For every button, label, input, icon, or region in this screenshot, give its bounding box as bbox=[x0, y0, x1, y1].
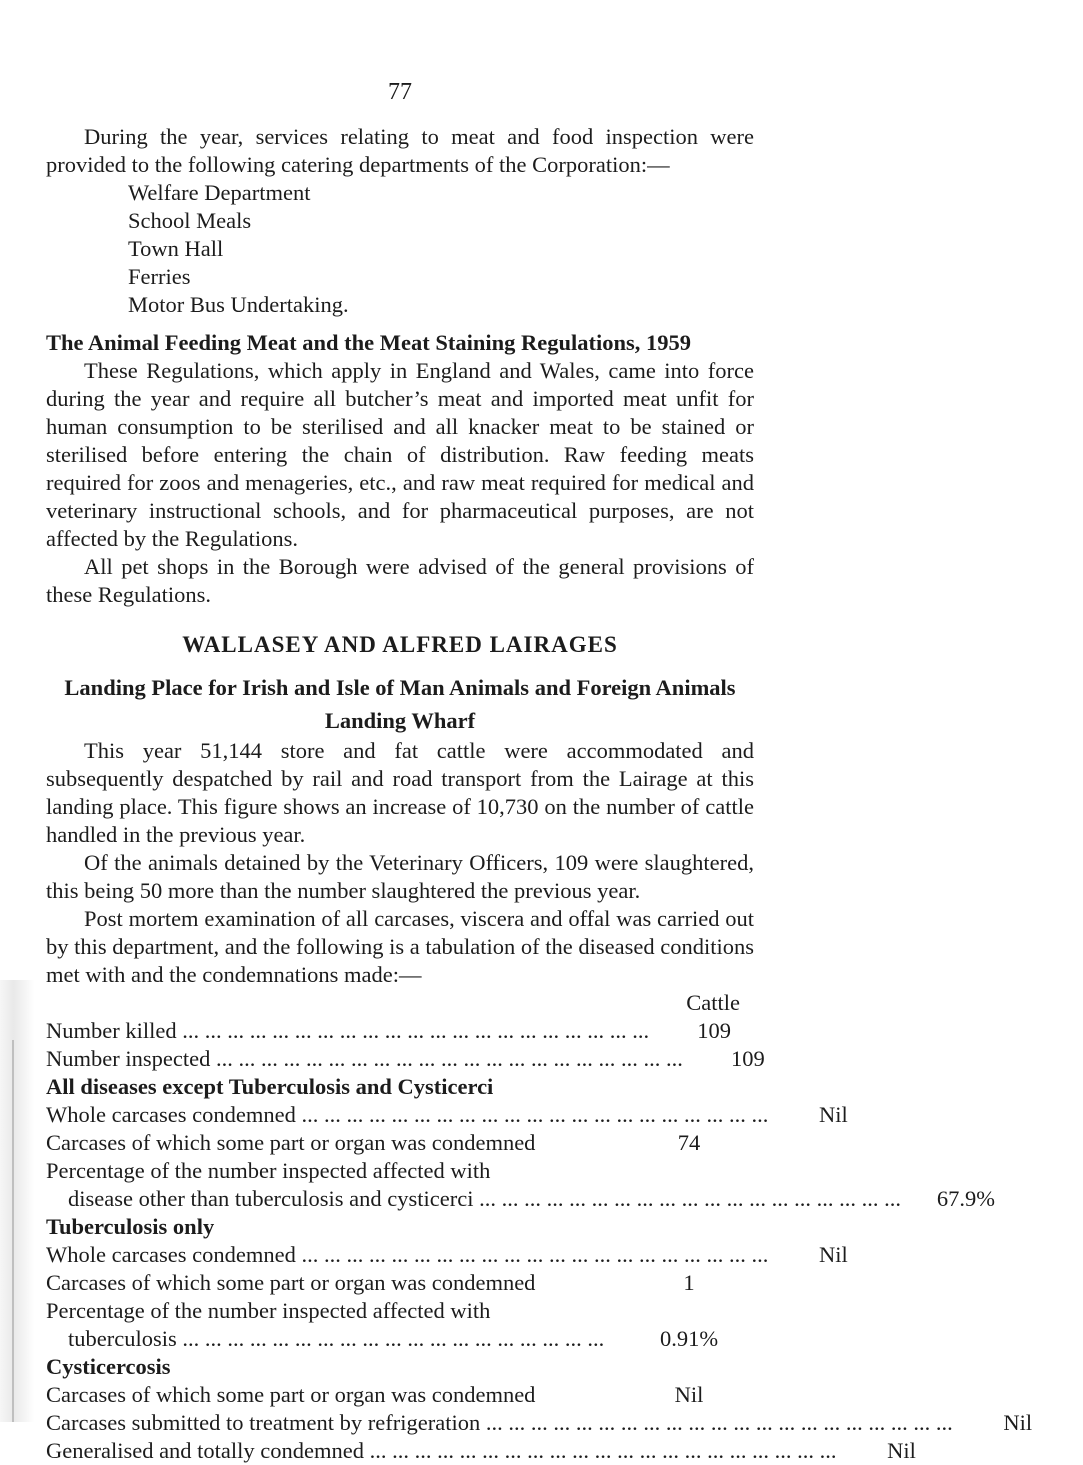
row-label: Carcases of which some part or organ was condemned bbox=[46, 1382, 536, 1407]
row-value: 109 bbox=[697, 1018, 731, 1043]
table-section-heading bbox=[46, 1213, 754, 1241]
section-heading-tuberculosis: Tuberculosis only bbox=[46, 1214, 215, 1239]
row-label-line2: tuberculosis ... . bbox=[46, 1325, 624, 1353]
binding-edge bbox=[12, 1040, 14, 1422]
department-item: Ferries bbox=[128, 264, 191, 289]
table-row bbox=[46, 1381, 754, 1409]
table-row bbox=[46, 1101, 848, 1129]
regulations-heading: The Animal Feeding Meat and the Meat Staining Regulations, 1959 bbox=[46, 330, 692, 355]
row-label: Number killed ... . bbox=[46, 1017, 649, 1045]
condemnation-table bbox=[46, 989, 1033, 1465]
department-item: School Meals bbox=[128, 208, 252, 233]
row-value: Nil bbox=[818, 1242, 848, 1267]
row-value: Nil bbox=[1003, 1410, 1033, 1435]
row-label: Carcases of which some part or organ was condemned bbox=[46, 1270, 536, 1295]
table-row bbox=[46, 1297, 754, 1353]
page-body bbox=[46, 123, 1033, 1465]
lairages-heading: WALLASEY AND ALFRED LAIRAGES bbox=[182, 632, 618, 657]
table-row bbox=[46, 1269, 754, 1297]
table-row bbox=[46, 1437, 916, 1465]
row-value: 1 bbox=[683, 1270, 695, 1295]
department-item: Motor Bus Undertaking. bbox=[128, 292, 349, 317]
lairages-paragraph-2: Of the animals detained by the Veterinary Officers, 109 were slaughtered, this being 50 more than the number slaughtered the previous year. bbox=[46, 850, 754, 903]
department-item: Welfare Department bbox=[128, 180, 311, 205]
row-value: Nil bbox=[818, 1102, 848, 1127]
section-heading-cysticercosis: Cysticercosis bbox=[46, 1354, 171, 1379]
row-label: Whole carcases condemned ... . bbox=[46, 1101, 768, 1129]
document-page bbox=[30, 0, 1033, 1463]
table-column-header: Cattle bbox=[686, 990, 740, 1015]
table-row bbox=[46, 1129, 754, 1157]
department-item: Town Hall bbox=[128, 236, 224, 261]
row-label: Generalised and totally condemned ... . bbox=[46, 1437, 837, 1465]
row-label: Whole carcases condemned ... . bbox=[46, 1241, 768, 1269]
row-value: 67.9% bbox=[936, 1186, 996, 1211]
table-section-heading bbox=[46, 1073, 754, 1101]
row-label-line1: Percentage of the number inspected affected with bbox=[46, 1158, 491, 1183]
row-label: Carcases of which some part or organ was condemned bbox=[46, 1130, 536, 1155]
lairages-paragraph-3: Post mortem examination of all carcases, viscera and offal was carried out by this department, and the following is a tabulation of the diseased conditions met with and the condemnations made:— bbox=[46, 906, 754, 987]
row-label: Number inspected ... . bbox=[46, 1045, 683, 1073]
section-heading-all-diseases: All diseases except Tuberculosis and Cysticerci bbox=[46, 1074, 494, 1099]
table-row bbox=[46, 1157, 996, 1213]
row-value: Nil bbox=[887, 1438, 916, 1463]
row-label-line1: Percentage of the number inspected affected with bbox=[46, 1298, 491, 1323]
table-row bbox=[46, 1241, 848, 1269]
row-value: 109 bbox=[730, 1046, 765, 1071]
page-number: 77 bbox=[388, 79, 412, 105]
table-row bbox=[46, 1045, 765, 1073]
table-section-heading bbox=[46, 1353, 754, 1381]
lairages-subheading: Landing Place for Irish and Isle of Man Animals and Foreign Animals Landing Wharf bbox=[64, 675, 736, 733]
row-value: 0.91% bbox=[659, 1326, 719, 1351]
row-label: Carcases submitted to treatment by refrigeration ... . bbox=[46, 1409, 953, 1437]
table-row bbox=[46, 1017, 754, 1045]
lairages-paragraph: This year 51,144 store and fat cattle were accommodated and subsequently despatched by rail and road transport from the Lairage at this landing place. This figure shows an increase of 10,730 on the number of cattle handled in the previous year. bbox=[46, 738, 754, 847]
row-value: Nil bbox=[674, 1382, 704, 1407]
department-list bbox=[128, 179, 754, 319]
row-label-line2: disease other than tuberculosis and cysticerci ... . bbox=[46, 1185, 901, 1213]
intro-paragraph: During the year, services relating to meat and food inspection were provided to the following catering departments of the Corporation:— bbox=[46, 124, 754, 177]
regulations-paragraph-2: All pet shops in the Borough were advised of the general provisions of these Regulations. bbox=[46, 554, 754, 607]
binding-shadow bbox=[0, 980, 34, 1422]
regulations-paragraph: These Regulations, which apply in England and Wales, came into force during the year and require all butcher’s meat and imported meat unfit for human consumption to be sterilised and all knacker meat to be stained or sterilised before entering the chain of distribution. Raw feeding meats required for zoos and menageries, etc., and raw meat required for medical and veterinary instructional schools, and for pharmaceutical purposes, are not affected by the Regulations. bbox=[46, 358, 754, 551]
row-value: 74 bbox=[677, 1130, 701, 1155]
table-row bbox=[46, 1409, 1033, 1437]
